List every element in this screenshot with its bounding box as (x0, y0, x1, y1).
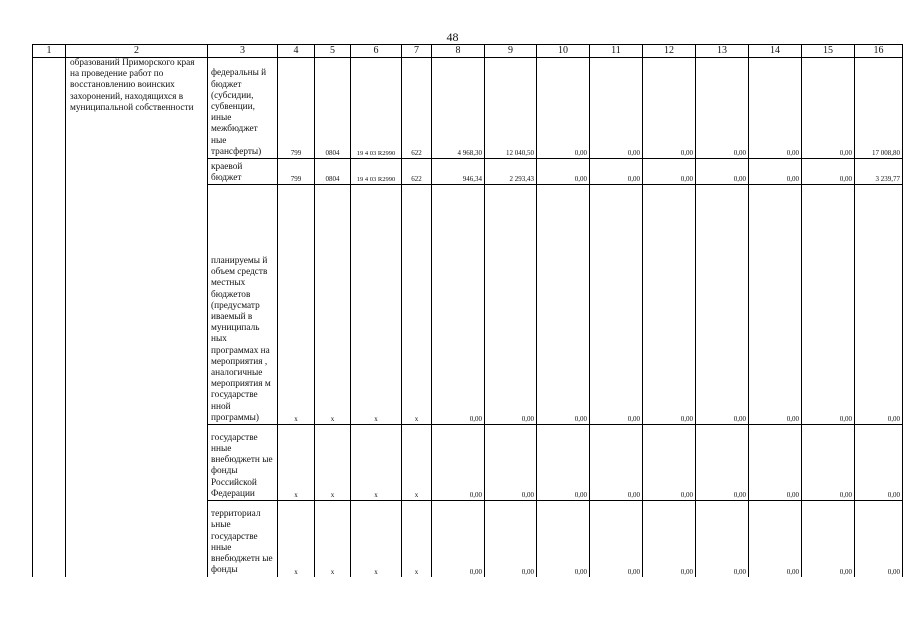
header-cell: 15 (802, 45, 855, 58)
cell-value: 0,00 (432, 425, 485, 501)
cell-vr: x (402, 501, 432, 577)
cell-total: 0,00 (855, 501, 903, 577)
cell-grbs: x (278, 501, 315, 577)
header-cell: 11 (590, 45, 643, 58)
cell-value: 0,00 (537, 185, 590, 425)
cell-value: 0,00 (590, 159, 643, 185)
table-row (33, 58, 903, 159)
cell-value: 0,00 (749, 159, 802, 185)
cell-csr: x (351, 185, 402, 425)
cell-value: 0,00 (802, 501, 855, 577)
cell-value: 0,00 (643, 501, 696, 577)
header-cell: 2 (66, 45, 208, 58)
cell-value: 946,34 (432, 159, 485, 185)
cell-value: 0,00 (590, 425, 643, 501)
cell-value: 0,00 (696, 159, 749, 185)
header-cell: 8 (432, 45, 485, 58)
cell-value: 0,00 (432, 185, 485, 425)
cell-rzpr: 0804 (315, 159, 351, 185)
cell-value: 0,00 (696, 58, 749, 159)
page-number: 48 (446, 30, 459, 44)
cell-csr: x (351, 425, 402, 501)
cell-total: 3 239,77 (855, 159, 903, 185)
cell-value: 0,00 (802, 58, 855, 159)
cell-value: 0,00 (485, 425, 537, 501)
cell-value: 0,00 (590, 58, 643, 159)
cell-value: 0,00 (749, 501, 802, 577)
cell-value: 0,00 (537, 425, 590, 501)
cell-value: 0,00 (643, 159, 696, 185)
cell-csr: 19 4 03 R2990 (351, 159, 402, 185)
cell-grbs: x (278, 425, 315, 501)
cell-vr: x (402, 185, 432, 425)
cell-value: 0,00 (802, 425, 855, 501)
funding-source: краевой бюджет (208, 159, 278, 185)
cell-csr: 19 4 03 R2990 (351, 58, 402, 159)
row-number-cell (33, 58, 66, 577)
header-cell: 1 (33, 45, 66, 58)
cell-value: 0,00 (696, 425, 749, 501)
header-cell: 3 (208, 45, 278, 58)
cell-value: 2 293,43 (485, 159, 537, 185)
event-name: образований Приморского края на проведение работ по восстановлению воинских захоронений, находящихся в муниципальной собственности (66, 58, 208, 577)
header-cell: 13 (696, 45, 749, 58)
header-cell: 7 (402, 45, 432, 58)
cell-value: 0,00 (643, 185, 696, 425)
header-cell: 4 (278, 45, 315, 58)
header-cell: 6 (351, 45, 402, 58)
cell-value: 0,00 (802, 159, 855, 185)
cell-total: 17 008,80 (855, 58, 903, 159)
cell-value: 0,00 (643, 58, 696, 159)
cell-value: 4 968,30 (432, 58, 485, 159)
funding-source: федеральны й бюджет (субсидии, субвенции, иные межбюджет ные трансферты) (208, 58, 278, 159)
cell-vr: 622 (402, 58, 432, 159)
cell-value: 0,00 (537, 501, 590, 577)
cell-rzpr: 0804 (315, 58, 351, 159)
cell-value: 0,00 (432, 501, 485, 577)
header-cell: 12 (643, 45, 696, 58)
cell-value: 0,00 (485, 501, 537, 577)
cell-rzpr: x (315, 185, 351, 425)
cell-total: 0,00 (855, 425, 903, 501)
budget-table (32, 44, 903, 577)
cell-csr: x (351, 501, 402, 577)
funding-source: государстве нные внебюджетн ые фонды Российской Федерации (208, 425, 278, 501)
cell-value: 0,00 (643, 425, 696, 501)
cell-value: 0,00 (537, 58, 590, 159)
cell-grbs: 799 (278, 58, 315, 159)
cell-grbs: x (278, 185, 315, 425)
cell-total: 0,00 (855, 185, 903, 425)
header-cell: 10 (537, 45, 590, 58)
cell-value: 0,00 (485, 185, 537, 425)
cell-value: 0,00 (590, 501, 643, 577)
cell-value: 0,00 (749, 425, 802, 501)
funding-source: территориал ьные государстве нные внебюджетн ые фонды (208, 501, 278, 577)
cell-value: 12 040,50 (485, 58, 537, 159)
cell-value: 0,00 (696, 185, 749, 425)
cell-rzpr: x (315, 501, 351, 577)
cell-value: 0,00 (537, 159, 590, 185)
cell-value: 0,00 (590, 185, 643, 425)
cell-value: 0,00 (696, 501, 749, 577)
header-cell: 16 (855, 45, 903, 58)
header-cell: 14 (749, 45, 802, 58)
header-cell: 9 (485, 45, 537, 58)
cell-value: 0,00 (802, 185, 855, 425)
cell-vr: x (402, 425, 432, 501)
cell-grbs: 799 (278, 159, 315, 185)
cell-rzpr: x (315, 425, 351, 501)
cell-value: 0,00 (749, 58, 802, 159)
cell-value: 0,00 (749, 185, 802, 425)
header-row (33, 45, 903, 58)
cell-vr: 622 (402, 159, 432, 185)
funding-source: планируемы й объем средств местных бюджетов (предусматр иваемый в муниципаль ных программах на мероприятия , аналогичные мероприятия м государстве нной программы) (208, 185, 278, 425)
header-cell: 5 (315, 45, 351, 58)
